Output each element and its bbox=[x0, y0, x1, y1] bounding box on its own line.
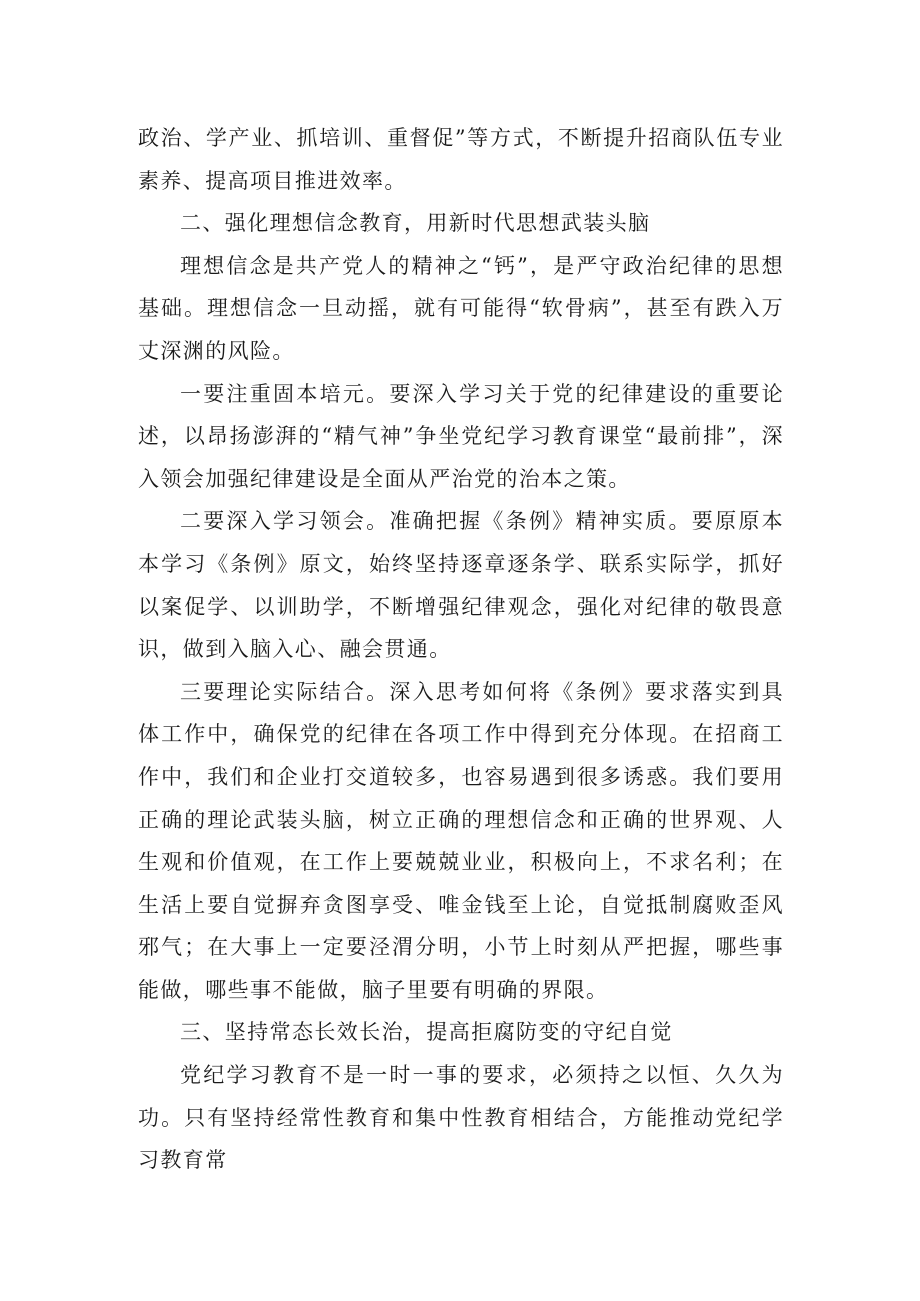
document-body bbox=[138, 117, 784, 1182]
section-heading-3: 三、坚持常态长效长治，提高拒腐防变的守纪自觉 bbox=[180, 1020, 673, 1045]
paragraph-point-2: 二要深入学习领会。准确把握《条例》精神实质。要原原本本学习《条例》原文，始终坚持逐章逐条学、联系实际学，抓好以案促学、以训助学，不断增强纪律观念，强化对纪律的敬畏意识，做到入脑入心、融会贯通。 bbox=[138, 509, 784, 662]
paragraph-point-3: 三要理论实际结合。深入思考如何将《条例》要求落实到具体工作中，确保党的纪律在各项工作中得到充分体现。在招商工作中，我们和企业打交道较多，也容易遇到很多诱惑。我们要用正确的理论武装头脑，树立正确的理想信念和正确的世界观、人生观和价值观，在工作上要兢兢业业，积极向上，不求名利；在生活上要自觉摒弃贪图享受、唯金钱至上论，自觉抵制腐败歪风邪气；在大事上一定要泾渭分明，小节上时刻从严把握，哪些事能做，哪些事不能做，脑子里要有明确的界限。 bbox=[138, 679, 784, 1002]
paragraph-ideals-intro: 理想信念是共产党人的精神之“钙”，是严守政治纪律的思想基础。理想信念一旦动摇，就有可能得“软骨病”，甚至有跌入万丈深渊的风险。 bbox=[138, 253, 784, 363]
paragraph-point-1: 一要注重固本培元。要深入学习关于党的纪律建设的重要论述，以昂扬澎湃的“精气神”争坐党纪学习教育课堂“最前排”，深入领会加强纪律建设是全面从严治党的治本之策。 bbox=[138, 381, 784, 491]
paragraph-continuation: 政治、学产业、抓培训、重督促”等方式，不断提升招商队伍专业素养、提高项目推进效率。 bbox=[138, 126, 784, 193]
paragraph-section-3-intro: 党纪学习教育不是一时一事的要求，必须持之以恒、久久为功。只有坚持经常性教育和集中性教育相结合，方能推动党纪学习教育常 bbox=[138, 1063, 784, 1173]
section-heading-2: 二、强化理想信念教育，用新时代思想武装头脑 bbox=[180, 211, 651, 236]
